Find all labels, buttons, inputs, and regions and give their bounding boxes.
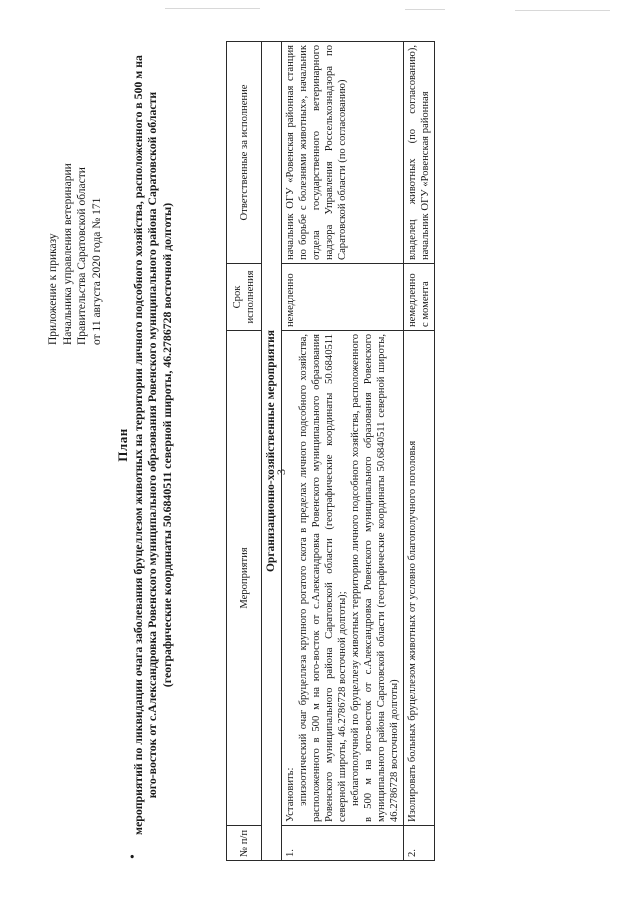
- appendix-line: Правительства Саратовской области: [76, 167, 88, 345]
- plan-title: [116, 55, 174, 835]
- row-action-paragraph: неблагополучной по бруцеллезу животных территорию личного подсобного хозяйства, расположенного в 500 м на юго-восток от с.Александровка Ровенского муниципального образования Ровенского муниципального района Саратовской области (географические координаты 50.6840511 северной широты, 46.2786728 восточной долготы): [350, 334, 400, 822]
- header-action: Мероприятия: [227, 331, 262, 826]
- appendix-line: Приложение к приказу: [47, 233, 59, 345]
- scan-artifact-line: [405, 9, 445, 10]
- plan-subtitle: мероприятий по ликвидации очага заболевания бруцеллезом животных на территории личного подсобного хозяйства, расположенного в 500 м на юго-восток от с.Александровка Ровенского муниципального образования Ровенского муниципального района Саратовской области (географические координаты 50.6840511 северной широты, 46.2786728 восточной долготы): [130, 55, 174, 835]
- appendix-line: Начальника управления ветеринарии: [61, 163, 74, 345]
- row-responsible: начальник ОГУ «Ровенская районная станция по борьбе с болезнями животных», начальник отдела государственного ветеринарного надзора Управления Россельхознадзора по Саратовской области (по согласованию): [282, 42, 404, 264]
- plan-table: [226, 41, 435, 861]
- table-row: [282, 42, 404, 861]
- appendix-block: [46, 163, 104, 345]
- plan-heading: План: [115, 428, 130, 462]
- scan-artifact-line: [515, 10, 610, 11]
- section-title: Организационно-хозяйственные мероприятия: [262, 42, 282, 861]
- page-number: 3: [274, 469, 288, 475]
- header-deadline: Срок исполнения: [227, 264, 262, 331]
- row-action: Изолировать больных бруцеллезом животных от условно благополучного поголовья: [404, 331, 435, 826]
- header-num: № п/п: [227, 826, 262, 861]
- row-action-lead: Установить:: [285, 767, 296, 822]
- row-action-paragraph: эпизоотический очаг бруцеллеза крупного рогатого скота в пределах личного подсобного хозяйства, расположенного в 500 м на юго-восток от с.Александровка Ровенского муниципального образования Ровенского муниципального района Саратовской области (географические координаты 50.6840511 северной широты, 46.2786728 восточной долготы);: [298, 334, 348, 822]
- row-deadline: немедленно: [282, 264, 404, 331]
- row-action: [282, 331, 404, 826]
- appendix-line: от 11 августа 2020 года № 171: [90, 197, 103, 345]
- header-responsible: Ответственные за исполнение: [227, 42, 262, 264]
- bullet-mark: •: [126, 854, 141, 859]
- row-deadline: немедленно с момента: [404, 264, 435, 331]
- row-num: 2.: [404, 826, 435, 861]
- table-header-row: [227, 42, 262, 861]
- table-row: [404, 42, 435, 861]
- row-num: 1.: [282, 826, 404, 861]
- section-row: [262, 42, 282, 861]
- rotated-document: [20, 15, 620, 875]
- row-responsible: владелец животных (по согласованию), начальник ОГУ «Ровенская районная: [404, 42, 435, 264]
- scan-artifact-line: [165, 8, 260, 9]
